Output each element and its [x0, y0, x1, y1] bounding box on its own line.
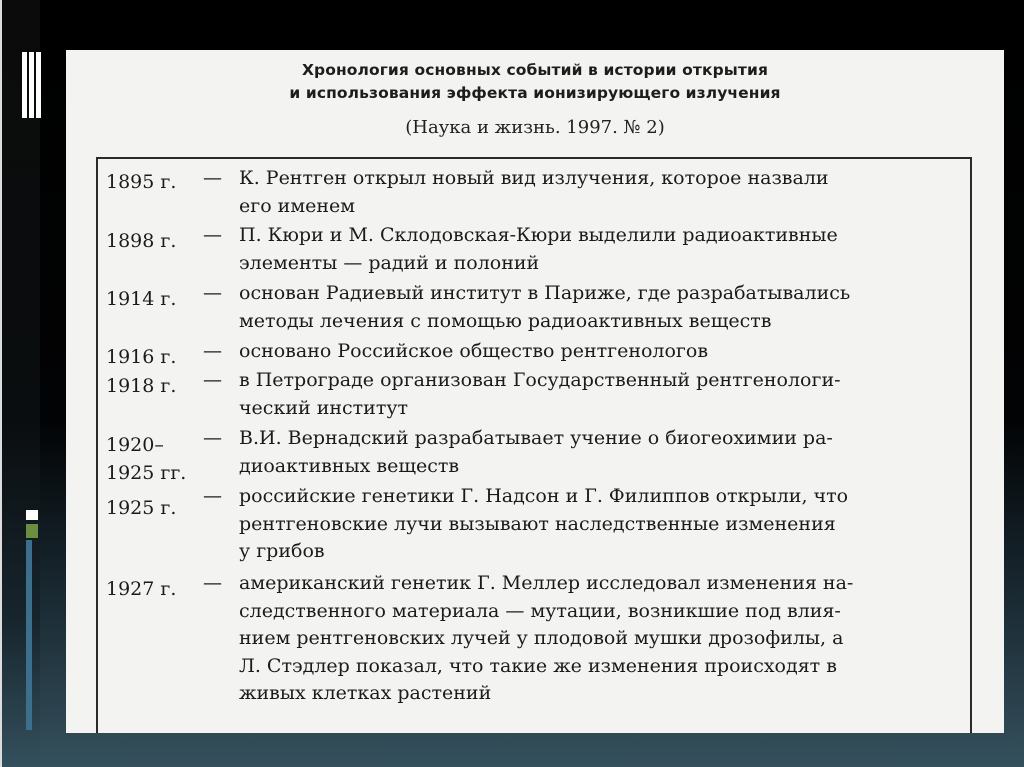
event-dash: — — [203, 369, 222, 391]
title-line-2: и использования эффекта ионизирующего излучения — [289, 84, 781, 102]
event-dash: — — [203, 340, 222, 362]
event-text: основано Российское общество рентгенологов — [239, 340, 709, 362]
event-dash: — — [203, 572, 222, 594]
event-text: американский генетик Г. Меллер исследовал изменения на- следственного материала — мутации, возникшие под влия- нием рентгеновских лучей у плодовой мушки дрозофилы, а Л. Стэдлер показал, что такие же изменения происходят в живых клетках растений — [239, 572, 854, 704]
event-year: 1920– 1925 гг. — [106, 434, 187, 484]
scanned-page — [66, 50, 1004, 733]
event-text: российские генетики Г. Надсон и Г. Филиппов открыли, что рентгеновские лучи вызывают наследственные изменения у грибов — [239, 485, 849, 562]
event-text: основан Радиевый институт в Париже, где разрабатывались методы лечения с помощью радиоактивных веществ — [239, 282, 851, 332]
event-dash: — — [203, 427, 222, 449]
event-dash: — — [203, 167, 222, 189]
event-text: В.И. Вернадский разрабатывает учение о биогеохимии ра- диоактивных веществ — [239, 427, 833, 477]
chronology-table — [96, 157, 972, 733]
window-edge — [0, 0, 2, 767]
event-text: в Петрограде организован Государственный рентгенологи- ческий институт — [239, 369, 841, 419]
event-text: К. Рентген открыл новый вид излучения, которое назвали его именем — [239, 167, 829, 217]
source-citation: (Наука и жизнь. 1997. № 2) — [405, 117, 665, 138]
event-year: 1925 г. — [106, 497, 177, 519]
event-dash: — — [203, 282, 222, 304]
decorative-bars-icon — [14, 52, 44, 122]
event-dash: — — [203, 224, 222, 246]
event-text: П. Кюри и М. Склодовская-Кюри выделили радиоактивные элементы — радий и полоний — [239, 224, 838, 274]
event-year: 1916 г. — [106, 346, 177, 368]
event-year: 1914 г. — [106, 288, 177, 310]
event-year: 1898 г. — [106, 230, 177, 252]
slide-side-marker — [26, 510, 38, 730]
page-title — [66, 59, 1004, 105]
event-year: 1895 г. — [106, 171, 177, 193]
event-dash: — — [203, 485, 222, 507]
title-line-1: Хронология основных событий в истории открытия — [301, 61, 769, 79]
event-year: 1927 г. — [106, 578, 177, 600]
event-year: 1918 г. — [106, 375, 177, 397]
